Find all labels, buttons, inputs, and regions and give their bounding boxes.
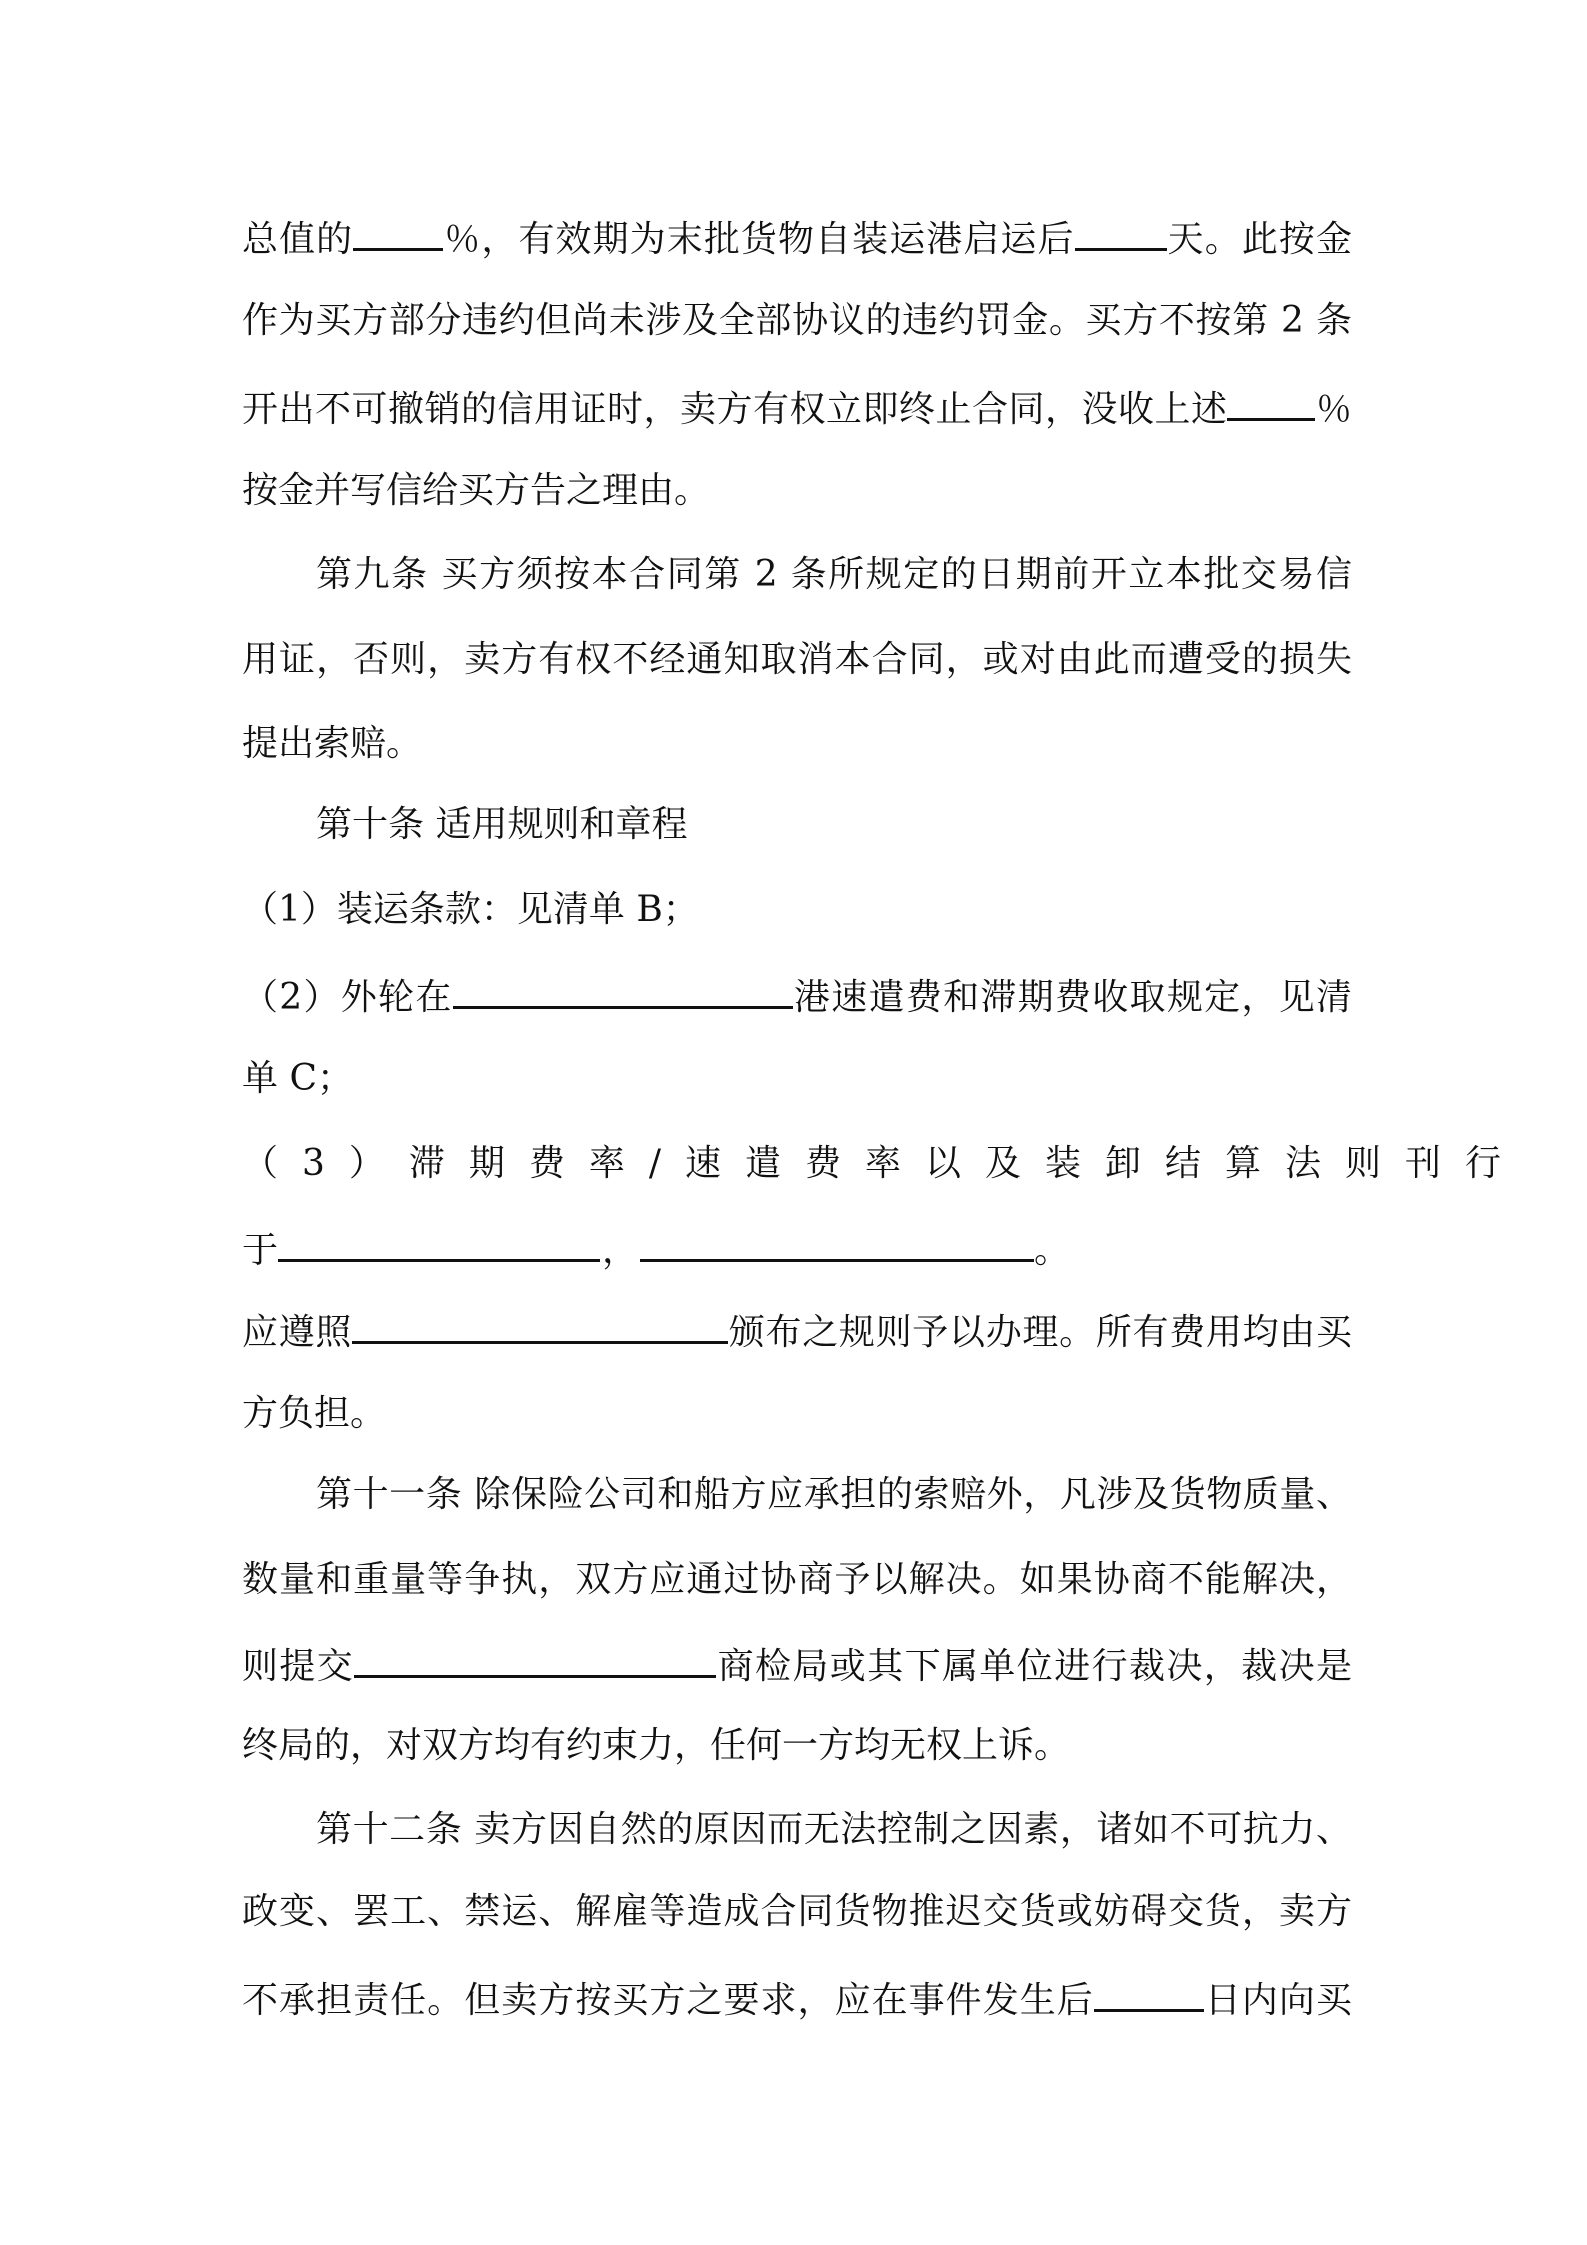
fill-in-blank[interactable] — [278, 1225, 600, 1262]
article-heading-line — [316, 1473, 1352, 1517]
text-line — [242, 1724, 1352, 1768]
line-text: 不承担责任。但卖方按买方之要求，应在事件发生后 — [242, 1980, 1094, 2021]
line-text: 港速遣费和滞期费收取规定，见清 — [792, 977, 1352, 1018]
article-heading-line — [316, 1808, 1352, 1852]
fill-in-blank[interactable] — [1075, 214, 1167, 251]
text-line — [242, 1558, 1352, 1602]
line-text: ％ — [1315, 389, 1352, 430]
fill-in-blank[interactable] — [352, 1307, 728, 1344]
text-line — [242, 722, 1352, 766]
line-text: 作为买方部分违约但尚未涉及全部协议的违约罚金。买方不按第 2 条 — [242, 300, 1352, 341]
text-line — [242, 1392, 1352, 1436]
text-line — [242, 1225, 1352, 1273]
line-text: 提出索赔。 — [242, 723, 423, 764]
fill-in-blank[interactable] — [453, 972, 793, 1009]
text-line — [242, 1641, 1352, 1689]
line-text: 总值的 — [242, 219, 354, 260]
text-line — [242, 469, 1352, 513]
line-text: 商检局或其下属单位进行裁决，裁决是 — [716, 1646, 1352, 1687]
text-line — [242, 1057, 1352, 1101]
article-heading-line — [316, 553, 1352, 597]
line-text: 方负担。 — [242, 1393, 387, 1434]
line-text: 终局的，对双方均有约束力，任何一方均无权上诉。 — [242, 1725, 1071, 1766]
line-text: 单 C； — [242, 1058, 353, 1099]
line-text: 颁布之规则予以办理。所有费用均由买 — [728, 1312, 1352, 1353]
line-text: 第十条 适用规则和章程 — [316, 804, 688, 845]
line-text: 政变、罢工、禁运、解雇等造成合同货物推迟交货或妨碍交货，卖方 — [242, 1891, 1352, 1932]
line-text: 第十二条 卖方因自然的原因而无法控制之因素，诸如不可抗力、 — [316, 1809, 1352, 1850]
line-text: 数量和重量等争执，双方应通过协商予以解决。如果协商不能解决， — [242, 1559, 1352, 1600]
text-line — [242, 888, 1352, 932]
text-line — [242, 1890, 1352, 1934]
line-text: 用证，否则，卖方有权不经通知取消本合同，或对由此而遭受的损失 — [242, 639, 1352, 680]
fill-in-blank[interactable] — [354, 1641, 716, 1678]
line-text: （3）滞期费率/速遣费率以及装卸结算法则刊行 — [242, 1143, 1526, 1184]
text-line — [242, 299, 1352, 343]
text-line — [242, 638, 1352, 682]
line-text: 开出不可撤销的信用证时，卖方有权立即终止合同，没收上述 — [242, 389, 1228, 430]
fill-in-blank[interactable] — [353, 214, 443, 251]
fill-in-blank[interactable] — [640, 1225, 1034, 1262]
line-text: 于 — [242, 1230, 279, 1271]
line-text: 日内向买 — [1203, 1980, 1352, 2021]
fill-in-blank[interactable] — [1094, 1975, 1204, 2012]
fill-in-blank[interactable] — [1227, 384, 1315, 421]
article-heading-line — [316, 803, 1352, 847]
line-text: （2）外轮在 — [242, 977, 453, 1018]
line-text: （1）装运条款：见清单 B； — [242, 889, 699, 930]
line-text: 则提交 — [242, 1646, 355, 1687]
text-line — [242, 1142, 1526, 1186]
line-text: 应遵照 — [242, 1312, 353, 1353]
line-text: 。 — [1034, 1230, 1071, 1271]
line-text: 天。此按金 — [1166, 219, 1352, 260]
line-text: 第十一条 除保险公司和船方应承担的索赔外，凡涉及货物质量、 — [316, 1474, 1352, 1515]
line-text: 第九条 买方须按本合同第 2 条所规定的日期前开立本批交易信 — [316, 554, 1352, 595]
text-line — [242, 384, 1352, 432]
text-line — [242, 972, 1352, 1020]
text-line — [242, 214, 1352, 262]
text-line — [242, 1307, 1352, 1355]
line-text: ％，有效期为末批货物自装运港启运后 — [443, 219, 1075, 260]
text-line — [242, 1975, 1352, 2023]
line-text: ， — [602, 1230, 639, 1271]
line-text: 按金并写信给买方告之理由。 — [242, 470, 711, 511]
